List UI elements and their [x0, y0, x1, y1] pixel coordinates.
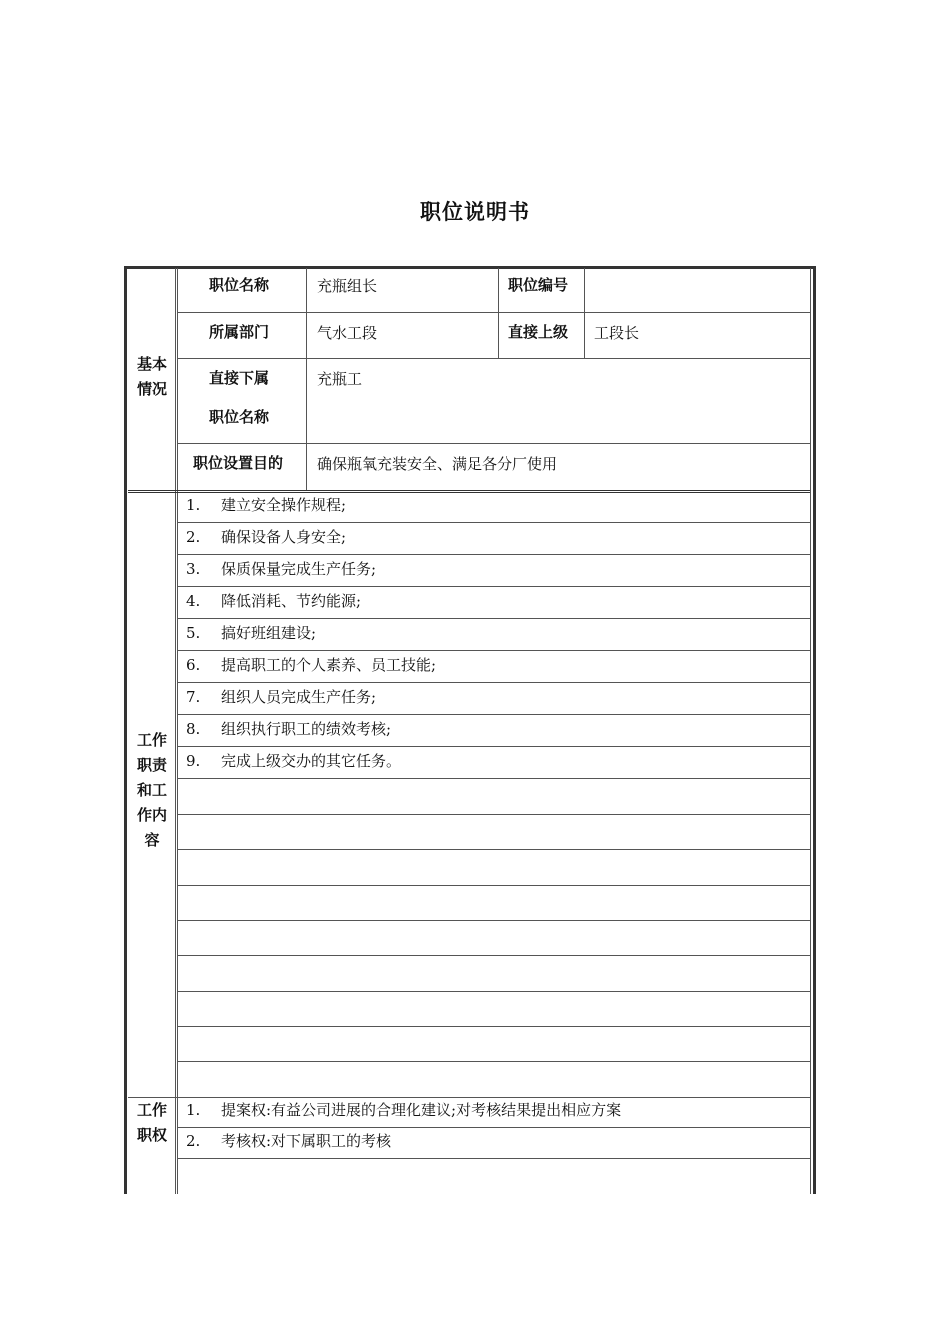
section-divider — [128, 1097, 810, 1098]
row-divider — [177, 682, 810, 683]
row-divider — [177, 554, 810, 555]
row-divider — [177, 618, 810, 619]
row-divider — [177, 814, 810, 815]
superior-value: 工段长 — [594, 324, 640, 342]
row-divider — [177, 1061, 810, 1062]
row-divider — [177, 522, 810, 523]
section-divider — [128, 490, 810, 491]
authority-section-label: 工作 职权 — [136, 1101, 167, 1144]
row-divider — [177, 849, 810, 850]
purpose-label: 职位设置目的 — [193, 454, 284, 472]
row-divider — [177, 714, 810, 715]
list-item: 5. 搞好班组建设; — [186, 624, 317, 642]
column-divider — [306, 268, 307, 491]
column-divider — [810, 268, 811, 1194]
duties-section-label: 工作 职责 和工 作内 容 — [136, 731, 167, 849]
list-item: 1. 建立安全操作规程; — [186, 496, 347, 514]
row-divider — [177, 1158, 810, 1159]
list-item: 4. 降低消耗、节约能源; — [186, 592, 362, 610]
row-divider — [177, 991, 810, 992]
row-divider — [177, 358, 810, 359]
column-divider — [584, 268, 585, 358]
department-label: 所属部门 — [209, 323, 270, 341]
column-divider — [498, 268, 499, 358]
subordinate-value: 充瓶工 — [317, 370, 363, 388]
basic-section-label: 基本 情况 — [136, 355, 167, 398]
row-divider — [177, 885, 810, 886]
row-divider — [177, 443, 810, 444]
list-item: 3. 保质保量完成生产任务; — [186, 560, 377, 578]
section-divider — [128, 492, 810, 493]
superior-label: 直接上级 — [508, 323, 569, 341]
department-value: 气水工段 — [317, 324, 378, 342]
column-divider — [177, 268, 178, 1194]
row-divider — [177, 920, 810, 921]
page-title: 职位说明书 — [420, 200, 530, 224]
row-divider — [177, 778, 810, 779]
list-item: 1. 提案权:有益公司进展的合理化建议;对考核结果提出相应方案 — [186, 1101, 622, 1119]
purpose-value: 确保瓶氧充装安全、满足各分厂使用 — [317, 455, 558, 473]
row-divider — [177, 650, 810, 651]
subordinate-label: 直接下属 职位名称 — [209, 369, 270, 426]
list-item: 2. 确保设备人身安全; — [186, 528, 347, 546]
list-item: 6. 提高职工的个人素养、员工技能; — [186, 656, 437, 674]
position-code-label: 职位编号 — [508, 276, 569, 294]
row-divider — [177, 955, 810, 956]
row-divider — [177, 586, 810, 587]
list-item: 7. 组织人员完成生产任务; — [186, 688, 377, 706]
position-name-value: 充瓶组长 — [317, 277, 378, 295]
row-divider — [177, 312, 810, 313]
row-divider — [177, 746, 810, 747]
position-name-label: 职位名称 — [209, 276, 270, 294]
list-item: 8. 组织执行职工的绩效考核; — [186, 720, 392, 738]
row-divider — [177, 1127, 810, 1128]
list-item: 9. 完成上级交办的其它任务。 — [186, 752, 402, 770]
row-divider — [177, 1026, 810, 1027]
list-item: 2. 考核权:对下属职工的考核 — [186, 1132, 392, 1150]
